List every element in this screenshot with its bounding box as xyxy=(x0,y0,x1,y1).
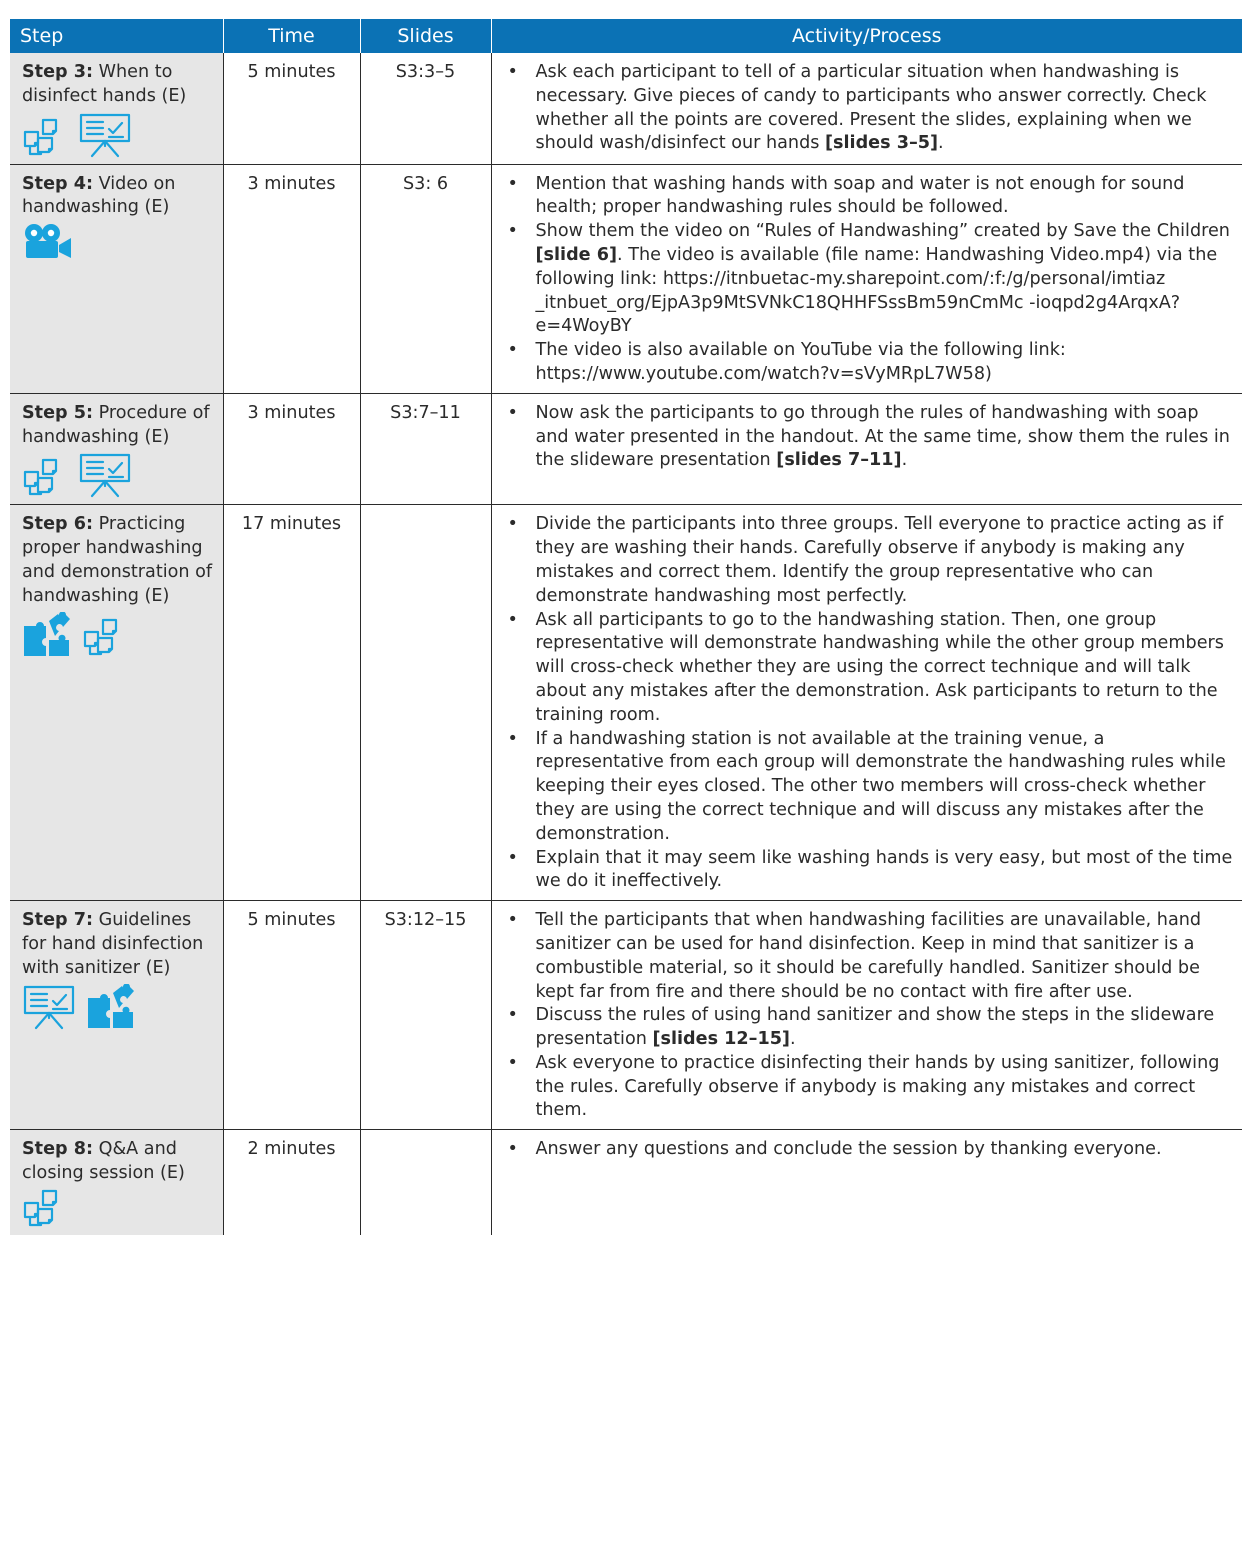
activity-list xyxy=(504,1138,1237,1162)
slides-cell xyxy=(360,505,491,901)
step-cell xyxy=(10,1130,223,1235)
step-icons xyxy=(22,223,217,261)
slide-reference: [slide 6] xyxy=(535,244,618,265)
step-title: When to disinfect hands (E) xyxy=(22,62,187,106)
activity-list xyxy=(504,909,1237,1123)
session-plan-table xyxy=(10,19,1242,1235)
step-cell xyxy=(10,393,223,505)
step-cell xyxy=(10,505,223,901)
step-icons xyxy=(22,112,217,158)
header-slides: Slides xyxy=(360,19,491,53)
video-camera-icon xyxy=(22,223,74,261)
slides-cell: S3:3–5 xyxy=(360,53,491,164)
step-number: Step 6: xyxy=(22,514,94,535)
activity-bullet: • The video is also available on YouTube via the following link: https://www.youtube.com/watch?v=sVyMRpL7W58) xyxy=(504,339,1237,387)
table-row xyxy=(10,164,1242,393)
activity-bullet: • Ask each participant to tell of a particular situation when handwashing is necessary. Give pieces of candy to participants who answer correctly. Check whether all the points are covered. Present the slides, explaining when we should wash/disinfect our hands [slides 3–5]. xyxy=(504,61,1237,156)
slide-reference: [slides 7–11] xyxy=(776,450,902,471)
step-cell xyxy=(10,164,223,393)
step-title: Procedure of handwashing (E) xyxy=(22,402,210,447)
table-row xyxy=(10,53,1242,164)
activity-cell xyxy=(491,53,1242,164)
table-row xyxy=(10,505,1242,901)
activity-bullet: • Explain that it may seem like washing hands is very easy, but most of the time we do it ineffectively. xyxy=(504,847,1237,895)
table-row xyxy=(10,1130,1242,1235)
step-title: Guidelines for hand disinfection with sanitizer (E) xyxy=(22,910,204,978)
activity-cell xyxy=(491,505,1242,901)
slides-cell: S3:7–11 xyxy=(360,393,491,505)
activity-cell xyxy=(491,164,1242,393)
sticky-notes-icon xyxy=(22,118,68,158)
table-header xyxy=(10,19,1242,53)
activity-bullet: • Show them the video on “Rules of Handwashing” created by Save the Children [slide 6]. The video is available (file name: Handwashing Video.mp4) via the following link: https://itnbuetac-my.sharepoint.com/:f:/g/personal/imtiaz _itnbuet_org/EjpA3p9MtSVNkC18QHHFSssBm59nCmMc -ioqpd2g4ArqxA?e=4WoyBY xyxy=(504,220,1237,339)
activity-list xyxy=(504,61,1237,156)
activity-bullet: • Answer any questions and conclude the session by thanking everyone. xyxy=(504,1138,1237,1162)
step-title: Practicing proper handwashing and demonstration of handwashing (E) xyxy=(22,514,213,606)
step-cell xyxy=(10,53,223,164)
step-title: Video on handwashing (E) xyxy=(22,173,176,218)
activity-bullet: • Ask everyone to practice disinfecting their hands by using sanitizer, following the rules. Carefully observe if anybody is making any mistakes and correct them. xyxy=(504,1052,1237,1123)
step-icons xyxy=(22,612,217,658)
step-cell xyxy=(10,901,223,1130)
header-activity: Activity/Process xyxy=(491,19,1242,53)
step-number: Step 5: xyxy=(22,402,94,423)
header-time: Time xyxy=(223,19,360,53)
activity-list xyxy=(504,513,1237,894)
presentation-board-icon xyxy=(78,112,132,158)
step-icons xyxy=(22,452,217,498)
sticky-notes-icon xyxy=(22,458,68,498)
step-number: Step 4: xyxy=(22,173,94,194)
step-number: Step 7: xyxy=(22,910,94,931)
activity-cell xyxy=(491,1130,1242,1235)
sticky-notes-icon xyxy=(82,618,128,658)
presentation-board-icon xyxy=(78,452,132,498)
activity-bullet: • Divide the participants into three groups. Tell everyone to practice acting as if they are washing their hands. Carefully observe if anybody is making any mistakes and correct them. Identify the group representative who can demonstrate handwashing most perfectly. xyxy=(504,513,1237,608)
slides-cell: S3:12–15 xyxy=(360,901,491,1130)
table-row xyxy=(10,901,1242,1130)
activity-bullet: • If a handwashing station is not available at the training venue, a representative from each group will demonstrate the handwashing rules while keeping their eyes closed. The other two members will cross-check whether they are using the correct technique and will discuss any mistakes after the demonstration. xyxy=(504,728,1237,847)
activity-bullet: • Ask all participants to go to the handwashing station. Then, one group representative will demonstrate handwashing while the other group members will cross-check whether they are using the correct technique and will talk about any mistakes after the demonstration. Ask participants to return to the training room. xyxy=(504,609,1237,728)
activity-list xyxy=(504,173,1237,387)
time-cell: 17 minutes xyxy=(223,505,360,901)
activity-bullet: • Discuss the rules of using hand sanitizer and show the steps in the slideware presentation [slides 12–15]. xyxy=(504,1004,1237,1052)
activity-bullet: • Now ask the participants to go through the rules of handwashing with soap and water presented in the handout. At the same time, show them the rules in the slideware presentation [slides 7–11]. xyxy=(504,402,1237,473)
header-step: Step xyxy=(10,19,223,53)
puzzle-pieces-icon xyxy=(22,612,72,658)
slide-reference: [slides 3–5] xyxy=(825,133,939,154)
activity-bullet: • Mention that washing hands with soap and water is not enough for sound health; proper handwashing rules should be followed. xyxy=(504,173,1237,221)
step-icons xyxy=(22,984,217,1030)
activity-list xyxy=(504,402,1237,473)
puzzle-pieces-icon xyxy=(86,984,136,1030)
slide-reference: [slides 12–15] xyxy=(652,1029,790,1050)
activity-cell xyxy=(491,393,1242,505)
time-cell: 5 minutes xyxy=(223,53,360,164)
step-title: Q&A and closing session (E) xyxy=(22,1139,185,1184)
step-number: Step 3: xyxy=(22,62,94,82)
slides-cell xyxy=(360,1130,491,1235)
table-row xyxy=(10,393,1242,505)
activity-bullet: • Tell the participants that when handwashing facilities are unavailable, hand sanitizer can be used for hand disinfection. Keep in mind that sanitizer is a combustible material, so it should be carefully handled. Sanitizer should be kept far from fire and there should be no contact with fire after use. xyxy=(504,909,1237,1004)
slides-cell: S3: 6 xyxy=(360,164,491,393)
activity-cell xyxy=(491,901,1242,1130)
time-cell: 3 minutes xyxy=(223,393,360,505)
time-cell: 2 minutes xyxy=(223,1130,360,1235)
time-cell: 3 minutes xyxy=(223,164,360,393)
time-cell: 5 minutes xyxy=(223,901,360,1130)
step-number: Step 8: xyxy=(22,1139,94,1160)
step-icons xyxy=(22,1189,217,1229)
presentation-board-icon xyxy=(22,984,76,1030)
sticky-notes-icon xyxy=(22,1189,68,1229)
